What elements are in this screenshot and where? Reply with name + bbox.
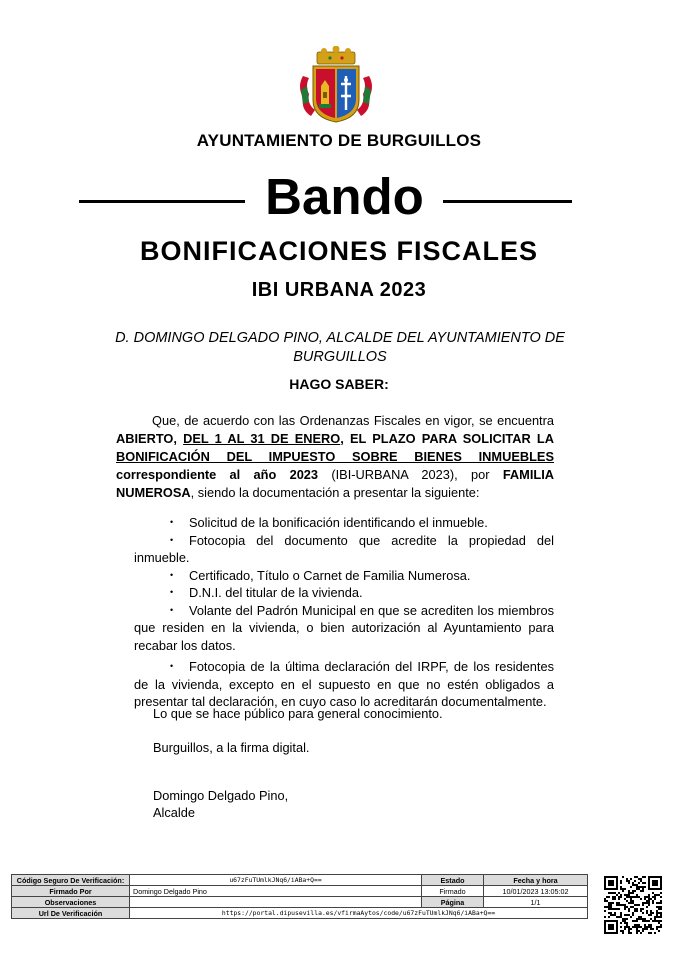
list-item [134,567,554,585]
mayor-line: D. DOMINGO DELGADO PINO, ALCALDE DEL AYUNTAMIENTO DE BURGUILLOS [115,330,565,365]
intro-bonus-name: BONIFICACIÓN DEL IMPUESTO SOBRE BIENES INMUEBLES [116,449,554,464]
bullet-icon: • [170,587,174,597]
list-item [134,514,554,532]
list-item-text: Fotocopia de la última declaración del IRPF, de los residentes de la vivienda, excepto en el supuesto en que no estén obligados a presentar tal declaración, en cuyo caso lo acreditarán documentalmente. [134,659,554,709]
datetime-value: 10/01/2023 13:05:02 [484,886,588,897]
closing-line: Lo que se hace público para general conocimiento. [153,706,443,721]
page-value: 1/1 [484,897,588,908]
title-rule-right [443,200,572,203]
hago-saber: HAGO SABER: [289,376,389,392]
list-item-text: Volante del Padrón Municipal en que se acrediten los miembros que residen en la vivienda, o bien autorización al Ayuntamiento para recabar los datos. [134,602,554,653]
intro-text-2: (IBI-URBANA 2023), por [318,467,503,482]
table-row [12,886,588,897]
organization-name: AYUNTAMIENTO DE BURGUILLOS [196,131,482,150]
document-type-title: Bando [265,168,424,225]
place-date: Burguillos, a la firma digital. [153,740,310,755]
main-heading: BONIFICACIONES FISCALES [139,236,539,266]
list-item-text: Fotocopia del documento que acredite la propiedad del inmueble. [134,532,554,565]
signer-name: Domingo Delgado Pino, [153,788,289,803]
intro-paragraph [116,412,554,502]
verification-code: u67zFuTUmlkJNq6/iABa+Q== [130,875,422,886]
verification-table [11,874,588,919]
list-item [134,532,554,567]
intro-text-3: , siendo la documentación a presentar la siguiente: [190,485,480,500]
list-item [134,658,554,711]
title-rule-left [79,200,245,203]
list-item [134,584,554,602]
intro-bold-deadline: , EL PLAZO PARA SOLICITAR LA [340,431,554,446]
label-page: Página [422,897,484,908]
table-row [12,875,588,886]
sub-heading: IBI URBANA 2023 [251,279,427,301]
signer-role: Alcalde [153,805,195,820]
list-item-text: Certificado, Título o Carnet de Familia Numerosa. [189,567,471,583]
intro-text-1: Que, de acuerdo con las Ordenanzas Fiscales en vigor, se encuentra [152,413,554,428]
observations-value [130,897,422,908]
intro-bold-open: ABIERTO, [116,431,177,446]
table-row [12,908,588,919]
table-row [12,897,588,908]
label-status: Estado [422,875,484,886]
intro-bold-year: correspondiente al año 2023 [116,467,319,482]
bullet-icon: • [170,517,174,527]
list-item [134,602,554,655]
bullet-icon: • [170,604,174,615]
bullet-icon: • [170,569,174,580]
verification-url[interactable]: https://portal.dipusevilla.es/vfirmaAytos/code/u67zFuTUmlkJNq6/iABa+Q== [130,908,588,919]
status-value: Firmado [422,886,484,897]
label-url: Url De Verificación [12,908,130,919]
bullet-icon: • [170,661,174,671]
intro-family: FAMILIA NUMEROSA [116,467,554,500]
bullet-icon: • [170,534,174,545]
list-item-text: D.N.I. del titular de la vivienda. [189,585,363,600]
label-code: Código Seguro De Verificación: [12,875,130,886]
label-signed-by: Firmado Por [12,886,130,897]
document-list [134,514,554,711]
intro-dates: DEL 1 AL 31 DE ENERO [183,431,341,446]
list-item-text: Solicitud de la bonificación identificando el inmueble. [189,515,488,530]
signature-block [153,787,288,821]
label-datetime: Fecha y hora [484,875,588,886]
coat-of-arms-icon [297,46,375,126]
label-observations: Observaciones [12,897,130,908]
qr-code-icon [604,876,662,934]
signer-value: Domingo Delgado Pino [130,886,422,897]
